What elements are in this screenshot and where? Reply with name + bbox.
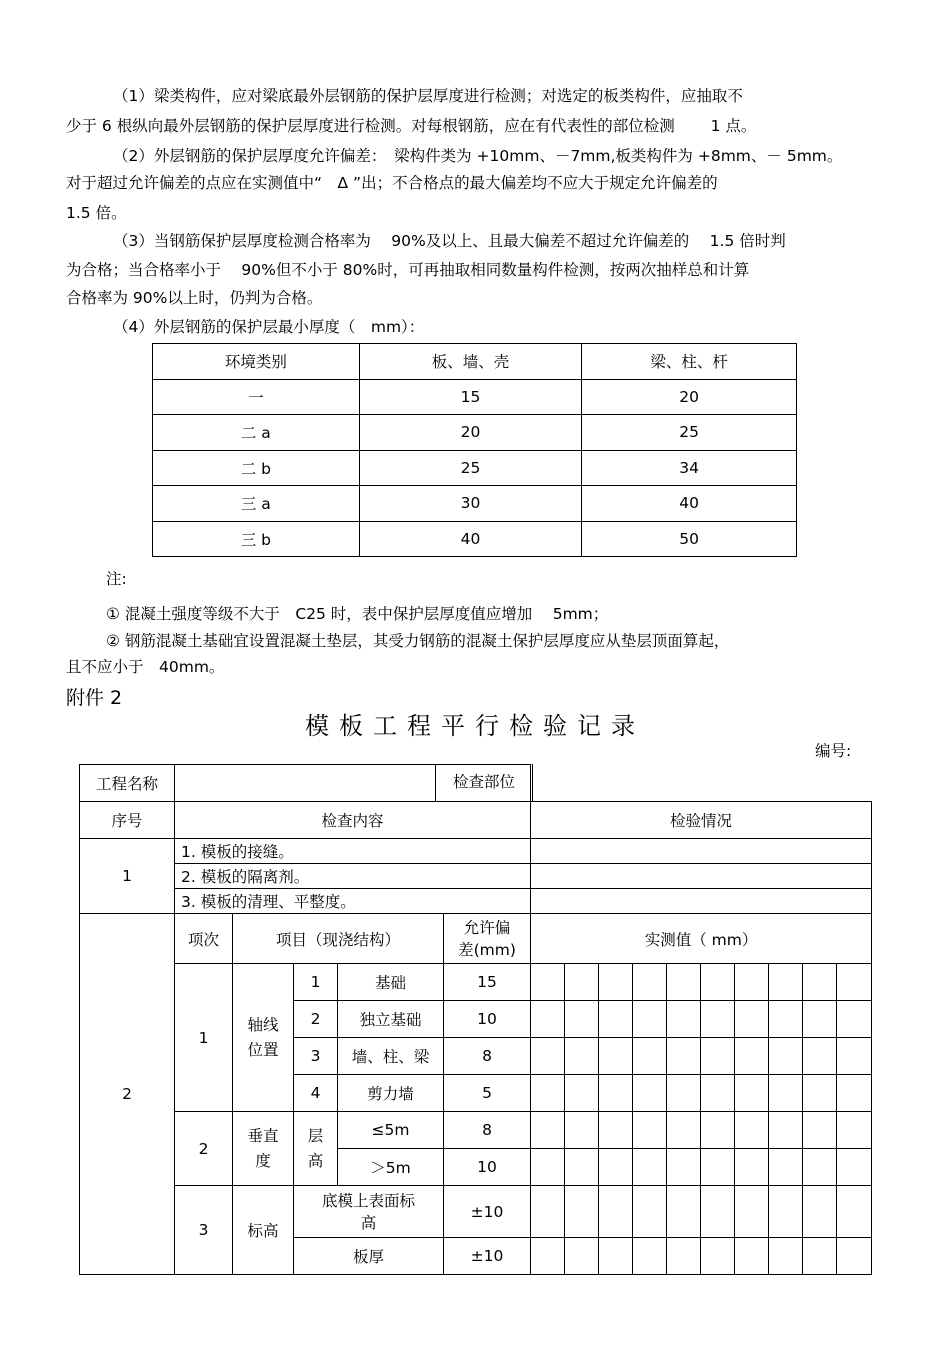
measured-cell[interactable] — [837, 1075, 872, 1112]
table-cell: 50 — [582, 521, 797, 557]
project-name-label: 工程名称 — [80, 765, 175, 802]
measured-cell[interactable] — [599, 1075, 633, 1112]
g2-name-line-1: 垂直 — [247, 1126, 279, 1145]
header-slab-wall-shell: 板、墙、壳 — [359, 344, 582, 380]
notes-label: 注: — [106, 570, 127, 588]
measured-cell[interactable] — [599, 964, 633, 1001]
g3-allow: ±10 — [444, 1186, 531, 1238]
note-3: 且不应小于 40mm。 — [66, 658, 225, 676]
table-cell: 34 — [582, 450, 797, 486]
g3-sub-name-line-2: 高 — [360, 1213, 377, 1232]
measured-cell[interactable] — [803, 1112, 837, 1149]
g1-name — [233, 964, 294, 1112]
measured-cell[interactable] — [701, 1186, 735, 1238]
measured-cell[interactable] — [565, 1149, 599, 1186]
measured-cell[interactable] — [531, 1186, 565, 1238]
measured-cell[interactable] — [837, 964, 872, 1001]
table-row — [153, 415, 797, 451]
g2-allow: 10 — [444, 1149, 531, 1186]
check-item-3: 3. 模板的清理、平整度。 — [175, 889, 531, 914]
g1-sub-name: 剪力墙 — [338, 1075, 444, 1112]
table-cell: 25 — [582, 415, 797, 451]
measured-cell[interactable] — [633, 1075, 667, 1112]
g3-sub-name — [294, 1186, 444, 1238]
number-label: 编号: — [815, 742, 852, 760]
measured-cell[interactable] — [769, 1001, 803, 1038]
measured-cell[interactable] — [531, 1075, 565, 1112]
measured-cell[interactable] — [735, 1001, 769, 1038]
g2-sub-line-1: 层 — [307, 1126, 324, 1145]
seq-1: 1 — [80, 839, 175, 914]
measured-header: 实测值（ mm） — [531, 914, 872, 964]
check-part-label-overlay: 检查部位 — [435, 764, 533, 801]
item-no-header: 项次 — [175, 914, 233, 964]
measured-cell[interactable] — [633, 1149, 667, 1186]
table-cell: 二 a — [153, 415, 360, 451]
g1-allow: 15 — [444, 964, 531, 1001]
measured-cell[interactable] — [667, 964, 701, 1001]
g1-no: 1 — [175, 964, 233, 1112]
g3-sub-name: 板厚 — [294, 1238, 444, 1275]
measured-cell[interactable] — [803, 1038, 837, 1075]
note-2: ② 钢筋混凝土基础宜设置混凝土垫层，其受力钢筋的混凝土保护层厚度应从垫层顶面算起， — [106, 632, 730, 650]
measured-cell[interactable] — [633, 1038, 667, 1075]
measured-cell[interactable] — [667, 1112, 701, 1149]
g1-sub-name: 墙、柱、梁 — [338, 1038, 444, 1075]
g3-allow: ±10 — [444, 1238, 531, 1275]
table-cell: 一 — [153, 379, 360, 415]
g1-sub-no: 4 — [294, 1075, 338, 1112]
measured-cell[interactable] — [735, 1075, 769, 1112]
g2-allow: 8 — [444, 1112, 531, 1149]
form-title: 模板工程平行检验记录 — [305, 712, 645, 740]
g1-sub-no: 3 — [294, 1038, 338, 1075]
measured-cell[interactable] — [633, 1001, 667, 1038]
section-2-header-row — [80, 914, 872, 964]
measured-cell[interactable] — [769, 1238, 803, 1275]
table-row — [153, 450, 797, 486]
table-cell: 15 — [359, 379, 582, 415]
check-content-header: 检查内容 — [175, 802, 531, 839]
g1-sub-no: 1 — [294, 964, 338, 1001]
measured-cell[interactable] — [837, 1149, 872, 1186]
table-row — [153, 521, 797, 557]
table-row — [80, 839, 872, 864]
measured-cell[interactable] — [667, 1038, 701, 1075]
measured-cell[interactable] — [531, 1001, 565, 1038]
cover-thickness-table — [152, 343, 797, 557]
allowance-header — [444, 914, 531, 964]
measured-cell[interactable] — [735, 964, 769, 1001]
measured-cell[interactable] — [735, 1038, 769, 1075]
table-row — [153, 486, 797, 522]
para-3-line-3: 合格率为 90%以上时，仍判为合格。 — [66, 289, 323, 307]
table-cell: 40 — [582, 486, 797, 522]
para-1-line-2: 少于 6 根纵向最外层钢筋的保护层厚度进行检测。对每根钢筋，应在有代表性的部位检测 1 点。 — [66, 117, 757, 135]
g3-sub-name-line-1: 底模上表面标 — [321, 1191, 415, 1210]
g2-sub — [294, 1112, 338, 1186]
measured-cell[interactable] — [599, 1186, 633, 1238]
measured-cell[interactable] — [667, 1149, 701, 1186]
measured-cell[interactable] — [531, 1038, 565, 1075]
measured-cell[interactable] — [735, 1112, 769, 1149]
measured-cell[interactable] — [667, 1186, 701, 1238]
inspection-value-3[interactable] — [531, 889, 872, 914]
para-4: （4）外层钢筋的保护层最小厚度（ mm）： — [113, 318, 425, 336]
table-cell: 20 — [582, 379, 797, 415]
measured-cell[interactable] — [769, 1149, 803, 1186]
allowance-header-line-1: 允许偏 — [463, 918, 511, 937]
table-row — [153, 379, 797, 415]
g1-allow: 10 — [444, 1001, 531, 1038]
g1-allow: 5 — [444, 1075, 531, 1112]
measured-cell[interactable] — [701, 1001, 735, 1038]
measured-cell[interactable] — [837, 1186, 872, 1238]
g2-sub-name: ＞5m — [338, 1149, 444, 1186]
seq-header: 序号 — [80, 802, 175, 839]
measured-cell[interactable] — [565, 964, 599, 1001]
inspection-value-2[interactable] — [531, 864, 872, 889]
g2-no: 2 — [175, 1112, 233, 1186]
measured-cell[interactable] — [667, 1001, 701, 1038]
g2-sub-line-2: 高 — [307, 1151, 324, 1170]
measured-cell[interactable] — [837, 1001, 872, 1038]
inspection-value-1[interactable] — [531, 839, 872, 864]
note-1: ① 混凝土强度等级不大于 C25 时，表中保护层厚度值应增加 5mm； — [106, 605, 609, 623]
measured-cell[interactable] — [701, 964, 735, 1001]
check-item-2: 2. 模板的隔离剂。 — [175, 864, 531, 889]
measured-cell[interactable] — [701, 1149, 735, 1186]
measured-cell[interactable] — [565, 1001, 599, 1038]
table-cell: 三 a — [153, 486, 360, 522]
para-3-line-1: （3）当钢筋保护层厚度检测合格率为 90%及以上、且最大偏差不超过允许偏差的 1.5 倍时判 — [113, 232, 786, 250]
para-2-line-3: 1.5 倍。 — [66, 204, 127, 222]
measured-cell[interactable] — [531, 1238, 565, 1275]
table-cell: 25 — [359, 450, 582, 486]
allowance-header-line-2: 差(mm) — [458, 940, 516, 959]
para-1-line-1: （1）梁类构件，应对梁底最外层钢筋的保护层厚度进行检测；对选定的板类构件，应抽取不 — [113, 87, 743, 105]
measured-cell[interactable] — [565, 1238, 599, 1275]
measured-cell[interactable] — [599, 1238, 633, 1275]
measured-cell[interactable] — [837, 1112, 872, 1149]
measured-cell[interactable] — [599, 1038, 633, 1075]
table-row — [80, 1112, 872, 1149]
para-2-line-1: （2）外层钢筋的保护层厚度允许偏差： 梁构件类为 +10mm、－7mm,板类构件为 +8mm、－ 5mm。 — [113, 147, 843, 165]
table-row — [80, 964, 872, 1001]
measured-cell[interactable] — [565, 1186, 599, 1238]
g2-name-line-2: 度 — [255, 1151, 271, 1170]
measured-cell[interactable] — [599, 1149, 633, 1186]
table-row — [80, 889, 872, 914]
measured-cell[interactable] — [565, 1112, 599, 1149]
inspection-header: 检验情况 — [531, 802, 872, 839]
para-3-line-2: 为合格；当合格率小于 90%但不小于 80%时，可再抽取相同数量构件检测，按两次抽样总和计算 — [66, 261, 750, 279]
measured-cell[interactable] — [803, 1149, 837, 1186]
attachment-label: 附件 2 — [66, 687, 123, 709]
measured-cell[interactable] — [769, 1075, 803, 1112]
measured-cell[interactable] — [735, 1238, 769, 1275]
table-cell: 二 b — [153, 450, 360, 486]
measured-cell[interactable] — [531, 1112, 565, 1149]
measured-cell[interactable] — [735, 1149, 769, 1186]
measured-cell[interactable] — [837, 1238, 872, 1275]
g3-name: 标高 — [233, 1186, 294, 1275]
measured-cell[interactable] — [803, 1075, 837, 1112]
g1-name-line-1: 轴线 — [247, 1015, 279, 1034]
table-row — [80, 864, 872, 889]
header-beam-column-rod: 梁、柱、杆 — [582, 344, 797, 380]
measured-cell[interactable] — [531, 964, 565, 1001]
measured-cell[interactable] — [633, 964, 667, 1001]
check-item-1: 1. 模板的接缝。 — [175, 839, 531, 864]
measured-cell[interactable] — [701, 1075, 735, 1112]
measured-cell[interactable] — [633, 1238, 667, 1275]
g1-sub-name: 基础 — [338, 964, 444, 1001]
g1-sub-no: 2 — [294, 1001, 338, 1038]
measured-cell[interactable] — [565, 1075, 599, 1112]
measured-cell[interactable] — [633, 1112, 667, 1149]
header-environment: 环境类别 — [153, 344, 360, 380]
measured-cell[interactable] — [803, 964, 837, 1001]
measured-cell[interactable] — [803, 1186, 837, 1238]
measured-cell[interactable] — [735, 1186, 769, 1238]
measured-cell[interactable] — [667, 1075, 701, 1112]
measured-cell[interactable] — [769, 1112, 803, 1149]
measured-cell[interactable] — [769, 1186, 803, 1238]
table-cell: 20 — [359, 415, 582, 451]
g2-sub-name: ≤5m — [338, 1112, 444, 1149]
para-2-line-2: 对于超过允许偏差的点应在实测值中“ Δ ”出；不合格点的最大偏差均不应大于规定允许偏差的 — [66, 174, 718, 192]
measured-cell[interactable] — [769, 964, 803, 1001]
table-cell: 40 — [359, 521, 582, 557]
measured-cell[interactable] — [769, 1038, 803, 1075]
inspection-form-table — [79, 764, 872, 1275]
measured-cell[interactable] — [599, 1112, 633, 1149]
measured-cell[interactable] — [701, 1112, 735, 1149]
measured-cell[interactable] — [803, 1001, 837, 1038]
measured-cell[interactable] — [599, 1001, 633, 1038]
measured-cell[interactable] — [837, 1038, 872, 1075]
item-header: 项目（现浇结构） — [233, 914, 444, 964]
seq-2: 2 — [80, 914, 175, 1275]
g1-name-line-2: 位置 — [247, 1040, 279, 1059]
table-row — [80, 1186, 872, 1238]
measured-cell[interactable] — [531, 1149, 565, 1186]
measured-cell[interactable] — [701, 1238, 735, 1275]
measured-cell[interactable] — [565, 1038, 599, 1075]
table-header-row — [153, 344, 797, 380]
g1-allow: 8 — [444, 1038, 531, 1075]
g2-name — [233, 1112, 294, 1186]
g3-no: 3 — [175, 1186, 233, 1275]
table-cell: 30 — [359, 486, 582, 522]
g1-sub-name: 独立基础 — [338, 1001, 444, 1038]
header-row — [80, 802, 872, 839]
measured-cell[interactable] — [701, 1038, 735, 1075]
table-cell: 三 b — [153, 521, 360, 557]
measured-cell[interactable] — [803, 1238, 837, 1275]
measured-cell[interactable] — [633, 1186, 667, 1238]
measured-cell[interactable] — [667, 1238, 701, 1275]
